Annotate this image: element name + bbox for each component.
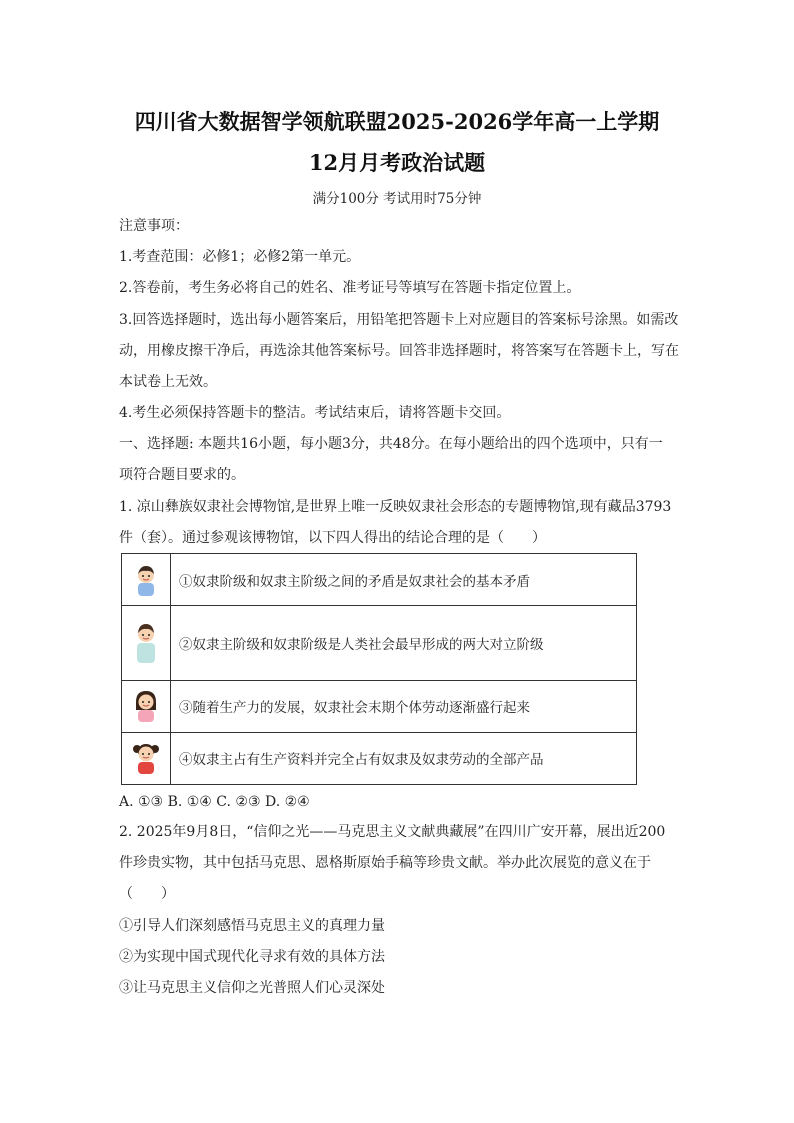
girl-avatar-icon	[122, 680, 171, 732]
section-heading: 项符合题目要求的。	[119, 467, 245, 483]
statement-text: ③随着生产力的发展，奴隶社会末期个体劳动逐渐盛行起来	[171, 680, 637, 732]
question-2-stem: 2. 2025年9月8日，“信仰之光——马克思主义文献典藏展”在四川广安开幕，展出近200	[119, 824, 666, 840]
notice-item: 2.答卷前，考生务必将自己的姓名、准考证号等填写在答题卡指定位置上。	[119, 280, 581, 296]
exam-title-line1: 四川省大数据智学领航联盟2025-2026学年高一上学期	[134, 109, 660, 134]
notice-item: 动，用橡皮擦干净后，再选涂其他答案标号。回答非选择题时，将答案写在答题卡上，写在	[119, 343, 679, 359]
section-heading: 一、选择题: 本题共16小题，每小题3分，共48分。在每小题给出的四个选项中，只有一	[119, 436, 663, 452]
statement-text: ①奴隶阶级和奴隶主阶级之间的矛盾是奴隶社会的基本矛盾	[171, 554, 637, 606]
question-2-item: ②为实现中国式现代化寻求有效的具体方法	[119, 949, 385, 965]
boy-avatar-icon	[122, 554, 171, 606]
statement-row	[122, 554, 637, 606]
question-2-stem: 件珍贵实物，其中包括马克思、恩格斯原始手稿等珍贵文献。举办此次展览的意义在于	[119, 855, 651, 871]
question-1-options: A. ①③ B. ①④ C. ②③ D. ②④	[119, 794, 310, 810]
notice-heading: 注意事项：	[119, 218, 189, 234]
exam-title-line2: 12月月考政治试题	[308, 150, 486, 175]
question-1-stem: 1. 凉山彝族奴隶社会博物馆,是世界上唯一反映奴隶社会形态的专题博物馆,现有藏品3793	[119, 499, 672, 515]
statement-row	[122, 732, 637, 784]
notice-item: 本试卷上无效。	[119, 374, 217, 390]
question-2-stem: （ ）	[119, 886, 175, 902]
boy-avatar-icon	[122, 606, 171, 680]
question-1-stem: 件（套）。通过参观该博物馆，以下四人得出的结论合理的是（ ）	[119, 530, 546, 546]
question-2-item: ①引导人们深刻感悟马克思主义的真理力量	[119, 918, 385, 934]
notice-item: 3.回答选择题时，选出每小题答案后，用铅笔把答题卡上对应题目的答案标号涂黑。如需改	[119, 312, 679, 328]
girl-avatar-icon	[122, 732, 171, 784]
question-2-item: ③让马克思主义信仰之光普照人们心灵深处	[119, 980, 385, 996]
statement-text: ②奴隶主阶级和奴隶阶级是人类社会最早形成的两大对立阶级	[171, 606, 637, 680]
notice-item: 1.考查范围：必修1；必修2第一单元。	[119, 249, 361, 265]
statement-text: ④奴隶主占有生产资料并完全占有奴隶及奴隶劳动的全部产品	[171, 732, 637, 784]
statement-row	[122, 680, 637, 732]
question-1-statement-table	[121, 553, 637, 785]
exam-subtitle: 满分100分 考试用时75分钟	[312, 191, 482, 207]
notice-item: 4.考生必须保持答题卡的整洁。考试结束后，请将答题卡交回。	[119, 405, 511, 421]
statement-row	[122, 606, 637, 680]
